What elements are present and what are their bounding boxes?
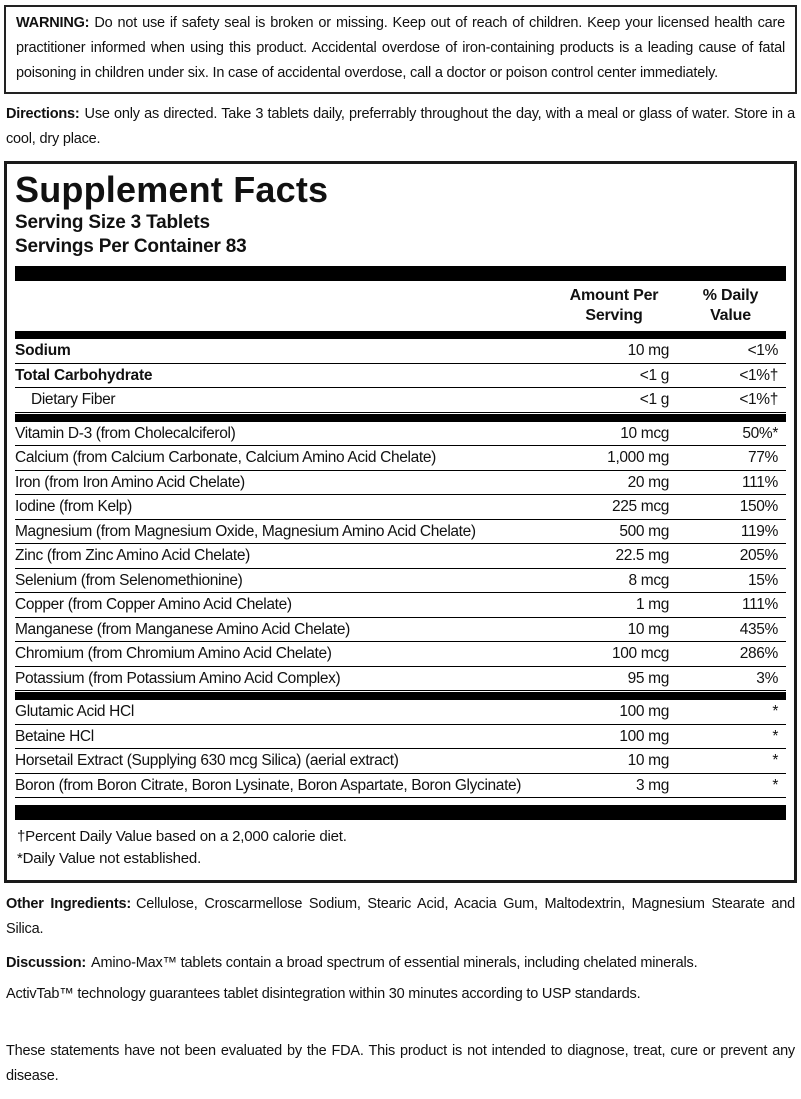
daily-value: 15% <box>748 571 778 589</box>
nutrient-name: Calcium (from Calcium Carbonate, Calcium Amino Acid Chelate) <box>15 449 436 466</box>
amount-value: 10 mcg <box>620 424 669 442</box>
table-row <box>15 749 786 774</box>
table-row <box>15 618 786 643</box>
fda-statement: These statements have not been evaluated by the FDA. This product is not intended to diagnose, treat, cure or prevent any disease. <box>6 1043 795 1084</box>
nutrient-name: Total Carbohydrate <box>15 366 153 384</box>
amount-value: 1 mg <box>635 596 669 613</box>
daily-value: 50%* <box>742 424 778 442</box>
nutrient-name: Iron (from Iron Amino Acid Chelate) <box>15 473 245 491</box>
amount-value: 1,000 mg <box>607 449 669 466</box>
other-ingredients-label: Other Ingredients: <box>6 896 131 912</box>
activtab-note: ActivTab™ technology guarantees tablet disintegration within 30 minutes according to USP standards. <box>6 986 641 1002</box>
daily-value-column-header: % Daily Value <box>702 287 759 324</box>
table-row <box>15 642 786 667</box>
other-active-rows <box>15 700 786 798</box>
daily-value: <1% <box>747 342 778 359</box>
amount-value: 3 mg <box>635 776 669 794</box>
daily-value: 286% <box>739 645 778 662</box>
table-row <box>15 700 786 725</box>
amount-value: <1 g <box>639 391 669 408</box>
table-row <box>15 544 786 569</box>
table-row <box>15 725 786 750</box>
amount-value: 10 mg <box>627 342 669 359</box>
daily-value: * <box>772 703 778 720</box>
footnotes <box>15 820 786 872</box>
nutrient-name: Horsetail Extract (Supplying 630 mcg Silica) (aerial extract) <box>15 752 399 769</box>
amount-value: 100 mcg <box>612 645 669 662</box>
daily-value: 3% <box>756 669 778 687</box>
table-row <box>15 422 786 447</box>
discussion-text: Amino-Max™ tablets contain a broad spectrum of essential minerals, including chelated minerals. <box>91 955 698 971</box>
daily-value: 205% <box>739 547 778 564</box>
divider-bar-under-header <box>15 331 786 339</box>
warning-box <box>4 5 797 94</box>
discussion-label: Discussion: <box>6 955 86 971</box>
daily-value: * <box>772 776 778 794</box>
divider-bar-after-minerals <box>15 692 786 700</box>
nutrient-name: Glutamic Acid HCl <box>15 703 134 720</box>
divider-bar-after-macros <box>15 414 786 422</box>
mineral-rows <box>15 422 786 692</box>
amount-value: 100 mg <box>619 703 669 720</box>
table-row <box>15 569 786 594</box>
other-ingredients-paragraph <box>6 892 795 942</box>
divider-bar-thick-top <box>15 266 786 281</box>
discussion-paragraph <box>6 951 795 976</box>
amount-value: <1 g <box>639 366 669 384</box>
nutrient-name: Selenium (from Selenomethionine) <box>15 571 243 589</box>
daily-value: 111% <box>742 473 778 491</box>
daily-value: 77% <box>748 449 778 466</box>
amount-value: 500 mg <box>619 522 669 540</box>
other-ingredients-text: Cellulose, Croscarmellose Sodium, Stearic Acid, Acacia Gum, Maltodextrin, Magnesium Stearate and Silica. <box>6 896 795 937</box>
nutrient-name: Sodium <box>15 342 71 359</box>
daily-value: 119% <box>740 522 778 540</box>
nutrient-name: Dietary Fiber <box>31 391 116 408</box>
table-row <box>15 593 786 618</box>
supplement-facts-panel <box>4 161 797 883</box>
footnote-not-established: *Daily Value not established. <box>17 850 202 867</box>
nutrient-name: Boron (from Boron Citrate, Boron Lysinate, Boron Aspartate, Boron Glycinate) <box>15 776 522 794</box>
amount-value: 100 mg <box>619 727 669 745</box>
daily-value: * <box>772 752 778 769</box>
table-row <box>15 339 786 364</box>
table-row <box>15 364 786 389</box>
nutrient-name: Manganese (from Manganese Amino Acid Chelate) <box>15 620 350 638</box>
directions-label: Directions: <box>6 106 80 122</box>
nutrient-name: Vitamin D-3 (from Cholecalciferol) <box>15 424 236 442</box>
daily-value: * <box>772 727 778 745</box>
nutrient-name: Copper (from Copper Amino Acid Chelate) <box>15 596 292 613</box>
amount-value: 22.5 mg <box>615 547 669 564</box>
directions-text: Use only as directed. Take 3 tablets daily, preferrably throughout the day, with a meal or glass of water. Store in a cool, dry place. <box>6 106 795 147</box>
nutrient-name: Iodine (from Kelp) <box>15 498 132 515</box>
nutrient-name: Zinc (from Zinc Amino Acid Chelate) <box>15 547 250 564</box>
warning-text: Do not use if safety seal is broken or missing. Keep out of reach of children. Keep your licensed health care practitioner informed when using this product. Accidental overdose of iron-containing products is a leading cause of fatal poisoning in children under six. In case of accidental overdose, call a doctor or poison control center immediately. <box>16 15 785 81</box>
amount-value: 225 mcg <box>612 498 669 515</box>
nutrient-name: Betaine HCl <box>15 727 94 745</box>
amount-value: 8 mcg <box>628 571 669 589</box>
directions-paragraph <box>6 102 795 152</box>
footnote-daily-value: †Percent Daily Value based on a 2,000 calorie diet. <box>17 828 347 845</box>
daily-value: 111% <box>742 596 778 613</box>
table-row <box>15 520 786 545</box>
macro-rows <box>15 339 786 413</box>
amount-value: 20 mg <box>627 473 669 491</box>
servings-per-container: Servings Per Container 83 <box>15 236 247 257</box>
serving-size: Serving Size 3 Tablets <box>15 212 210 233</box>
divider-bar-thick-bottom <box>15 805 786 820</box>
table-row <box>15 446 786 471</box>
supplement-facts-title: Supplement Facts <box>15 169 329 210</box>
table-row <box>15 774 786 799</box>
daily-value: <1%† <box>739 366 778 384</box>
nutrient-name: Chromium (from Chromium Amino Acid Chelate) <box>15 645 332 662</box>
warning-label: WARNING: <box>16 15 90 31</box>
table-row <box>15 495 786 520</box>
nutrient-name: Magnesium (from Magnesium Oxide, Magnesium Amino Acid Chelate) <box>15 522 476 540</box>
table-row <box>15 667 786 692</box>
column-header-row <box>15 281 786 330</box>
amount-value: 10 mg <box>627 620 669 638</box>
nutrient-name: Potassium (from Potassium Amino Acid Complex) <box>15 669 341 687</box>
table-row <box>15 388 786 413</box>
daily-value: <1%† <box>739 391 778 408</box>
table-row <box>15 471 786 496</box>
amount-value: 10 mg <box>627 752 669 769</box>
amount-value: 95 mg <box>627 669 669 687</box>
amount-column-header: Amount Per Serving <box>569 287 659 324</box>
daily-value: 435% <box>739 620 778 638</box>
daily-value: 150% <box>739 498 778 515</box>
